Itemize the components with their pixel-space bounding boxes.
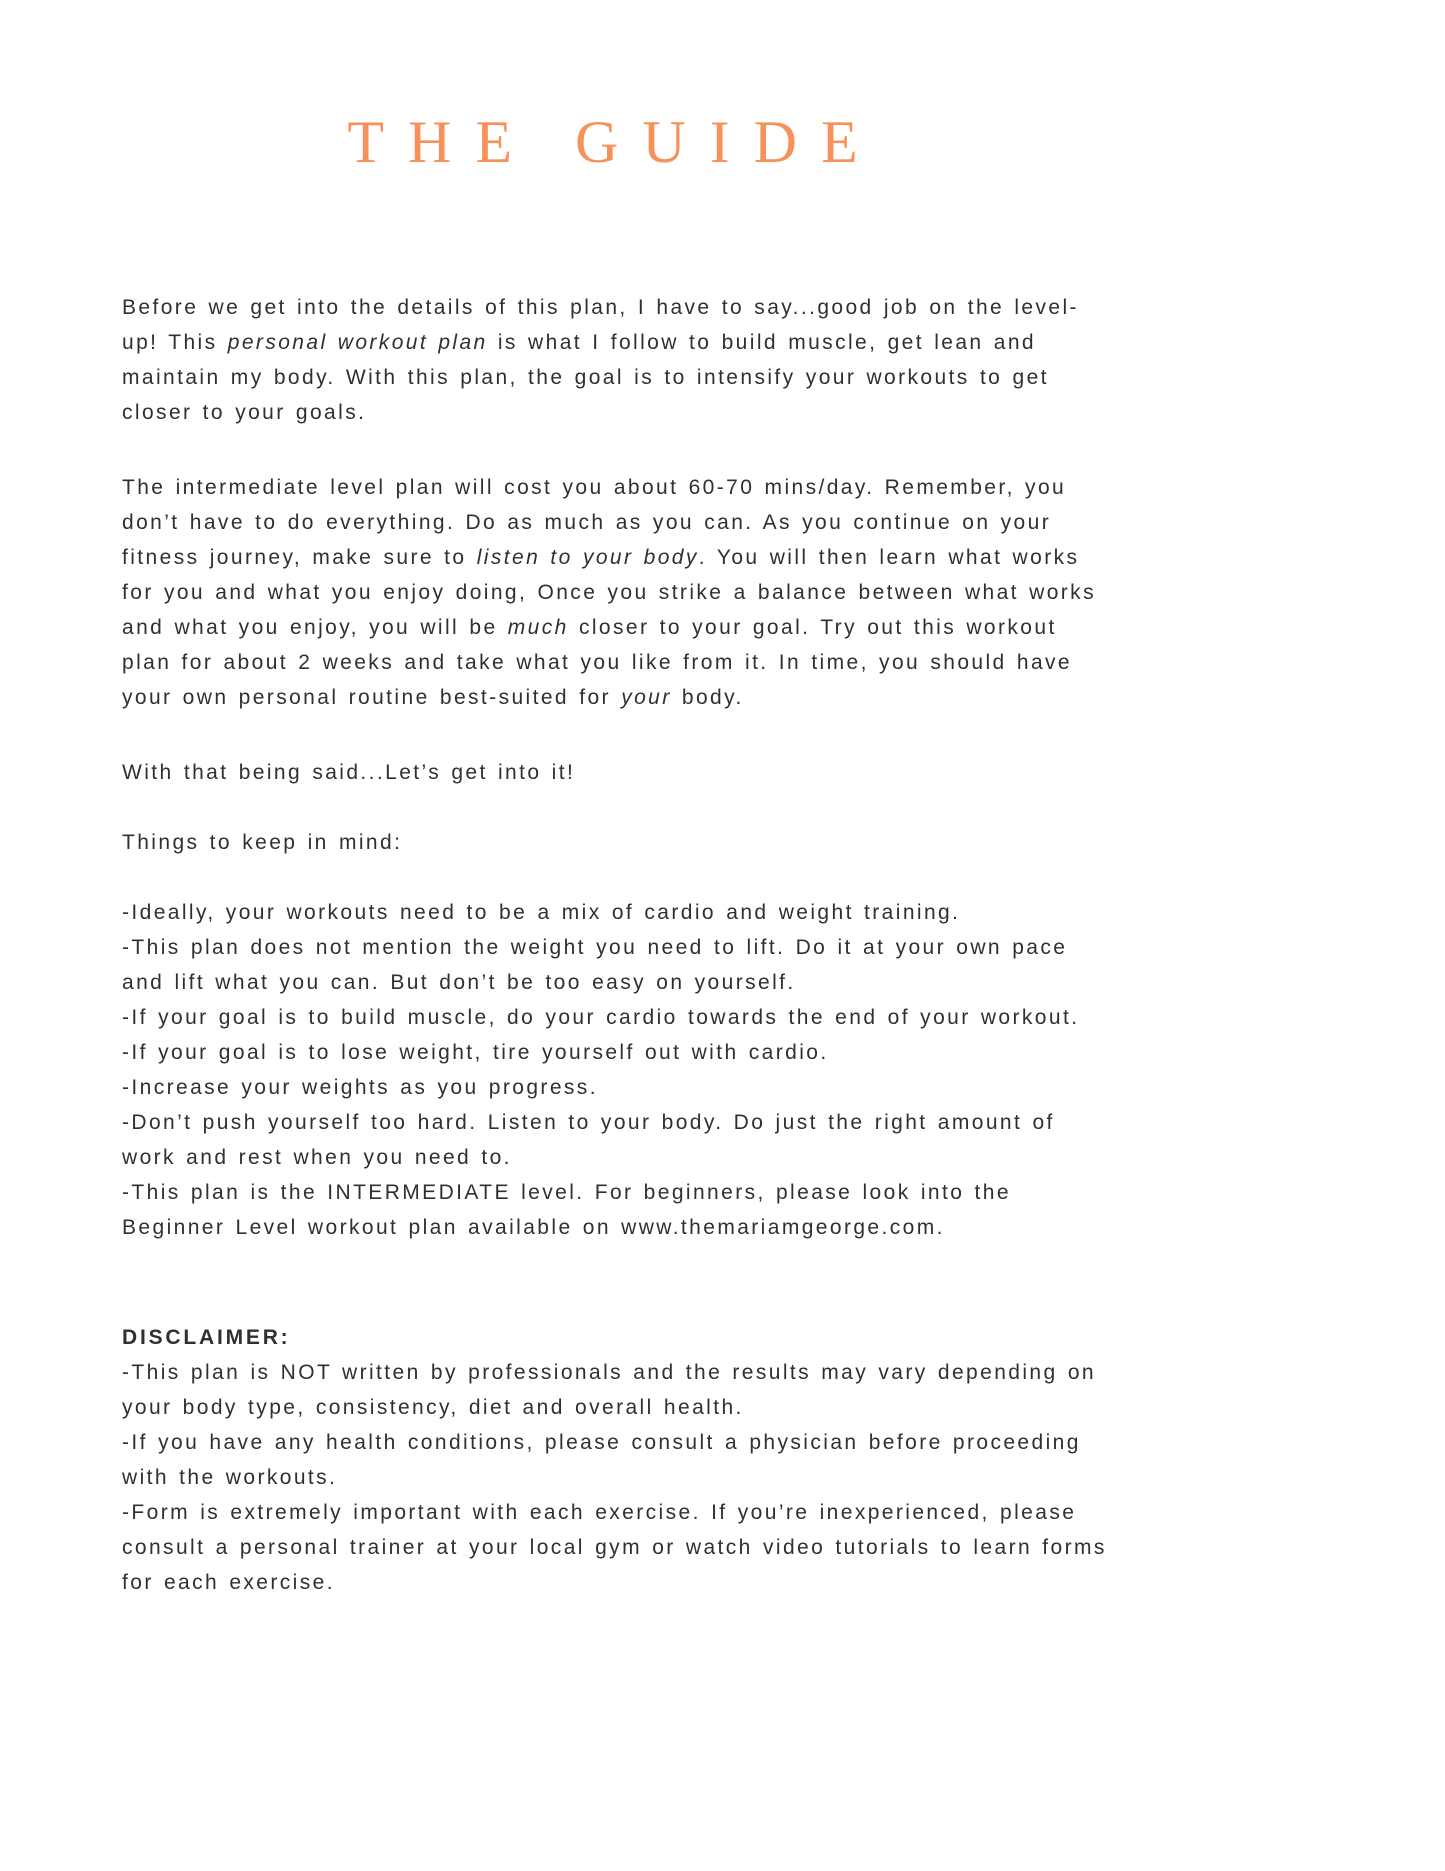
disclaimer-item-not-professionals: -This plan is NOT written by professionals and the results may vary depending on your body type, consistency, diet and overall health.	[122, 1361, 1096, 1419]
disclaimer-item-form-important: -Form is extremely important with each exercise. If you’re inexperienced, please consult a personal trainer at your local gym or watch video tutorials to learn forms for each exercise.	[122, 1501, 1107, 1594]
intro-text-run-1: Before we get into the details of this plan, I have to say...good job on the level-up! This	[122, 296, 1079, 354]
disclaimer-section	[122, 1320, 1107, 1600]
tip-item-increase-weights: -Increase your weights as you progress.	[122, 1076, 598, 1099]
tip-item-cardio-weight-mix: -Ideally, your workouts need to be a mix of cardio and weight training.	[122, 901, 961, 924]
tip-item-lose-weight-cardio: -If your goal is to lose weight, tire yourself out with cardio.	[122, 1041, 829, 1064]
plan-text-run-1: The intermediate level plan will cost you about 60-70 mins/day. Remember, you don’t have to do everything. Do as much as you can. As you continue on your fitness journey, make sure to	[122, 476, 1067, 569]
plan-italic-your: your	[621, 686, 672, 709]
intro-italic-personal-workout-plan: personal workout plan	[227, 331, 488, 354]
tip-item-build-muscle-cardio-end: -If your goal is to build muscle, do your cardio towards the end of your workout.	[122, 1006, 1080, 1029]
website-url: www.themariamgeorge.com	[621, 1216, 937, 1239]
tip-item-dont-push-too-hard: -Don’t push yourself too hard. Listen to your body. Do just the right amount of work and rest when you need to.	[122, 1111, 1055, 1169]
tip-item-intermediate-level	[122, 1175, 1107, 1245]
plan-paragraph	[122, 470, 1107, 715]
tip-item-own-pace: -This plan does not mention the weight you need to lift. Do it at your own pace and lift what you can. But don’t be too easy on yourself.	[122, 936, 1068, 994]
content-column	[122, 0, 1107, 1600]
plan-italic-listen-to-your-body: listen to your body	[476, 546, 699, 569]
plan-italic-much: much	[507, 616, 569, 639]
plan-text-run-3: closer to your goal. Try out this workout plan for about 2 weeks and take what you like from it. In time, you should have your own personal routine best-suited for	[122, 616, 1073, 709]
intro-paragraph	[122, 290, 1107, 430]
plan-text-run-4: body.	[671, 686, 744, 709]
plan-text-run-2: . You will then learn what works for you and what you enjoy doing, Once you strike a balance between what works and what you enjoy, you will be	[122, 546, 1096, 639]
intro-text-run-2: is what I follow to build muscle, get lean and maintain my body. With this plan, the goal is to intensify your workouts to get closer to your goals.	[122, 331, 1049, 424]
keep-in-mind-heading: Things to keep in mind:	[122, 831, 403, 854]
intermediate-note-text-run-2: .	[936, 1216, 945, 1239]
intermediate-note-text-run-1: -This plan is the INTERMEDIATE level. For beginners, please look into the Beginner Level workout plan available on	[122, 1181, 1011, 1239]
tips-list	[122, 895, 1107, 1245]
page-title: THE GUIDE	[347, 109, 882, 175]
disclaimer-item-consult-physician: -If you have any health conditions, please consult a physician before proceeding with the workouts.	[122, 1431, 1081, 1489]
disclaimer-heading: DISCLAIMER:	[122, 1326, 291, 1349]
lets-get-into-it-line: With that being said...Let’s get into it!	[122, 761, 576, 784]
